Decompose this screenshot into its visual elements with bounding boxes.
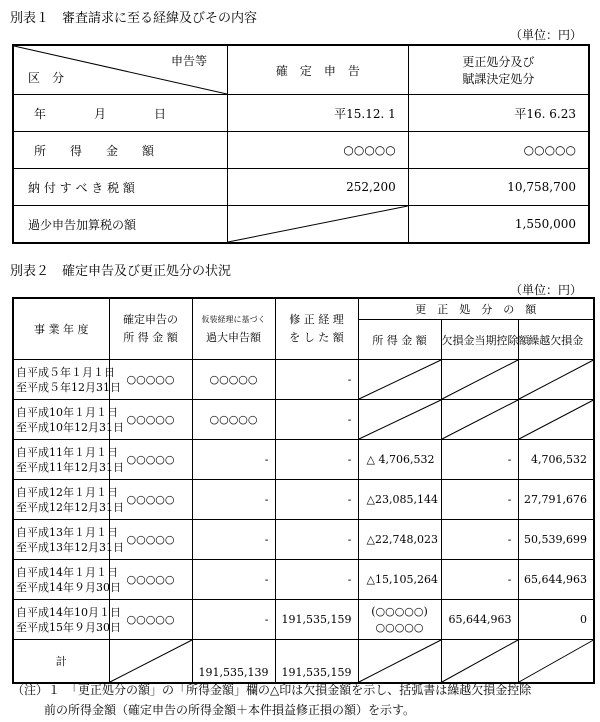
period-from: 自平成14年10月１日 [16, 605, 121, 619]
cell-income: △ 4,706,532 [358, 440, 441, 480]
cell-carryover: 0 [518, 600, 594, 640]
cell-income: △15,105,264 [358, 560, 441, 600]
table2-row [13, 400, 594, 440]
table2-row [13, 600, 594, 640]
cell-year [13, 600, 121, 640]
table1-header-row [13, 45, 589, 95]
period-from: 自平成14年１月１日 [16, 565, 118, 579]
cell-overdeclared: - [192, 480, 275, 520]
cell-year [13, 480, 124, 520]
cell-declared: ○○○○○ [109, 480, 192, 520]
cell-deduction: 65,644,963 [441, 600, 518, 640]
table1-row [13, 169, 589, 206]
col-correction-header-line2: 賦課決定処分 [462, 72, 535, 86]
cell-declared: ○○○○○ [109, 360, 192, 400]
cell-carryover: 27,791,676 [518, 480, 594, 520]
cell-income-diagonal [358, 400, 441, 440]
cell-deduction: - [441, 440, 518, 480]
cell-declaration-diagonal [227, 206, 408, 244]
cell-income [358, 600, 441, 640]
col-correction-header-line1: 更正処分及び [462, 55, 535, 69]
cell-carryover: 65,644,963 [518, 560, 594, 600]
total-carryover-diagonal [518, 640, 594, 684]
table2-row [13, 560, 594, 600]
period-to: 至平成14年９月30日 [16, 580, 121, 594]
period-from: 自平成11年１月１日 [16, 445, 118, 459]
col-declaration-header: 確 定 申 告 [227, 45, 408, 95]
cell-overdeclared: - [192, 440, 275, 480]
col-correction-header [408, 45, 589, 95]
cell-carryover-diagonal [518, 360, 594, 400]
cell-overdeclared: - [192, 520, 275, 560]
cell-income-line2: ○○○○○ [375, 620, 424, 634]
cell-overdeclared: ○○○○○ [192, 400, 275, 440]
header-corrected-line2: を し た 額 [289, 331, 344, 344]
cell-carryover: 4,706,532 [518, 440, 594, 480]
cell-declaration: ○○○○○ [227, 132, 408, 169]
header-overdeclared [192, 298, 275, 360]
cell-year [13, 560, 121, 600]
header-declared-line1: 確定申告の [123, 313, 178, 326]
cell-carryover: 50,539,699 [518, 520, 594, 560]
cell-deduction: - [441, 560, 518, 600]
row-label: 年 月 日 [13, 95, 227, 132]
cell-corrected: - [275, 560, 358, 600]
header-declared [109, 298, 192, 360]
header-income: 所 得 金 額 [358, 320, 441, 360]
cell-deduction-diagonal [441, 360, 518, 400]
header-overdeclared-line1: 仮装経理に基づく [201, 315, 266, 324]
period-to: 至平成15年９月30日 [16, 620, 121, 634]
cell-corrected: - [275, 360, 358, 400]
table1 [12, 44, 590, 244]
note-line2: 前の所得金額（確定申告の所得金額＋本件損益修正損の額）を示す。 [44, 703, 416, 717]
period-to: 至平成12年12月31日 [16, 500, 124, 514]
total-corrected: 191,535,159 [275, 640, 358, 684]
total-income-diagonal [358, 640, 441, 684]
total-overdeclared: 191,535,139 [192, 640, 275, 684]
cell-declared: ○○○○○ [109, 400, 192, 440]
header-corrected [275, 298, 358, 360]
cell-year [13, 400, 124, 440]
cell-correction: 10,758,700 [408, 169, 589, 206]
period-to: 至平成11年12月31日 [16, 460, 124, 474]
cell-declared: ○○○○○ [109, 600, 192, 640]
cell-corrected: - [275, 400, 358, 440]
header-update-group: 更 正 処 分 の 額 [358, 298, 594, 320]
cell-correction: ○○○○○ [408, 132, 589, 169]
cell-declared: ○○○○○ [109, 440, 192, 480]
cell-deduction: - [441, 520, 518, 560]
cell-income-line1: (○○○○○) [371, 604, 428, 618]
table2-title: 別表２ 確定申告及び更正処分の状況 [10, 264, 232, 279]
total-deduction-diagonal [441, 640, 518, 684]
period-to: 至平成10年12月31日 [16, 420, 124, 434]
corner-bottom-label: 区 分 [28, 71, 65, 85]
table1-corner-cell [13, 45, 227, 95]
table2-row [13, 360, 594, 400]
cell-overdeclared: ○○○○○ [192, 360, 275, 400]
header-overdeclared-line2: 過大申告額 [206, 331, 261, 344]
cell-deduction-diagonal [441, 400, 518, 440]
cell-declaration: 252,200 [227, 169, 408, 206]
header-declared-line2: 所 得 金 額 [123, 331, 178, 344]
cell-declared: ○○○○○ [109, 560, 192, 600]
cell-overdeclared: - [192, 560, 275, 600]
table2-row [13, 520, 594, 560]
cell-corrected: 191,535,159 [275, 600, 358, 640]
table1-row [13, 206, 589, 244]
cell-corrected: - [275, 480, 358, 520]
total-declared-diagonal [109, 640, 192, 684]
note-line1: （注）１ 「更正処分の額」の「所得金額」欄の△印は欠損金額を示し、括弧書は繰越欠損金控除 [12, 683, 532, 697]
period-from: 自平成10年１月１日 [16, 405, 118, 419]
cell-correction: 1,550,000 [408, 206, 589, 244]
cell-declaration: 平15.12. 1 [227, 95, 408, 132]
cell-income: △23,085,144 [358, 480, 441, 520]
table1-unit: （単位：円） [510, 28, 583, 42]
cell-income-diagonal [358, 360, 441, 400]
table2-unit: （単位：円） [510, 283, 583, 297]
table1-title: 別表１ 審査請求に至る経緯及びその内容 [10, 11, 258, 26]
table1-row [13, 95, 589, 132]
table2-total-row [13, 640, 594, 684]
table2-header-row [13, 298, 594, 320]
row-label: 所 得 金 額 [13, 132, 227, 169]
cell-corrected: - [275, 440, 358, 480]
period-from: 自平成５年１月１日 [16, 365, 115, 379]
cell-year [13, 360, 121, 400]
period-from: 自平成12年１月１日 [16, 485, 118, 499]
table1-row [13, 132, 589, 169]
cell-corrected: - [275, 520, 358, 560]
row-label: 納 付 す べ き 税 額 [13, 169, 227, 206]
header-corrected-line1: 修 正 経 理 [289, 313, 344, 326]
cell-year [13, 440, 124, 480]
table2-row [13, 440, 594, 480]
corner-top-label: 申告等 [170, 54, 207, 68]
header-deduction: 欠損金当期控除額 [441, 320, 518, 360]
cell-correction: 平16. 6.23 [408, 95, 589, 132]
table2-row [13, 480, 594, 520]
header-year: 事 業 年 度 [13, 298, 109, 360]
cell-declared: ○○○○○ [109, 520, 192, 560]
header-carryover: 繰越欠損金 [518, 320, 594, 360]
total-label: 計 [13, 640, 109, 684]
cell-year [13, 520, 124, 560]
period-to: 至平成５年12月31日 [16, 380, 121, 394]
cell-carryover-diagonal [518, 400, 594, 440]
row-label: 過少申告加算税の額 [13, 206, 227, 244]
cell-overdeclared: - [192, 600, 275, 640]
period-from: 自平成13年１月１日 [16, 525, 118, 539]
table2 [12, 297, 595, 684]
period-to: 至平成13年12月31日 [16, 540, 124, 554]
cell-deduction: - [441, 480, 518, 520]
cell-income: △22,748,023 [358, 520, 441, 560]
